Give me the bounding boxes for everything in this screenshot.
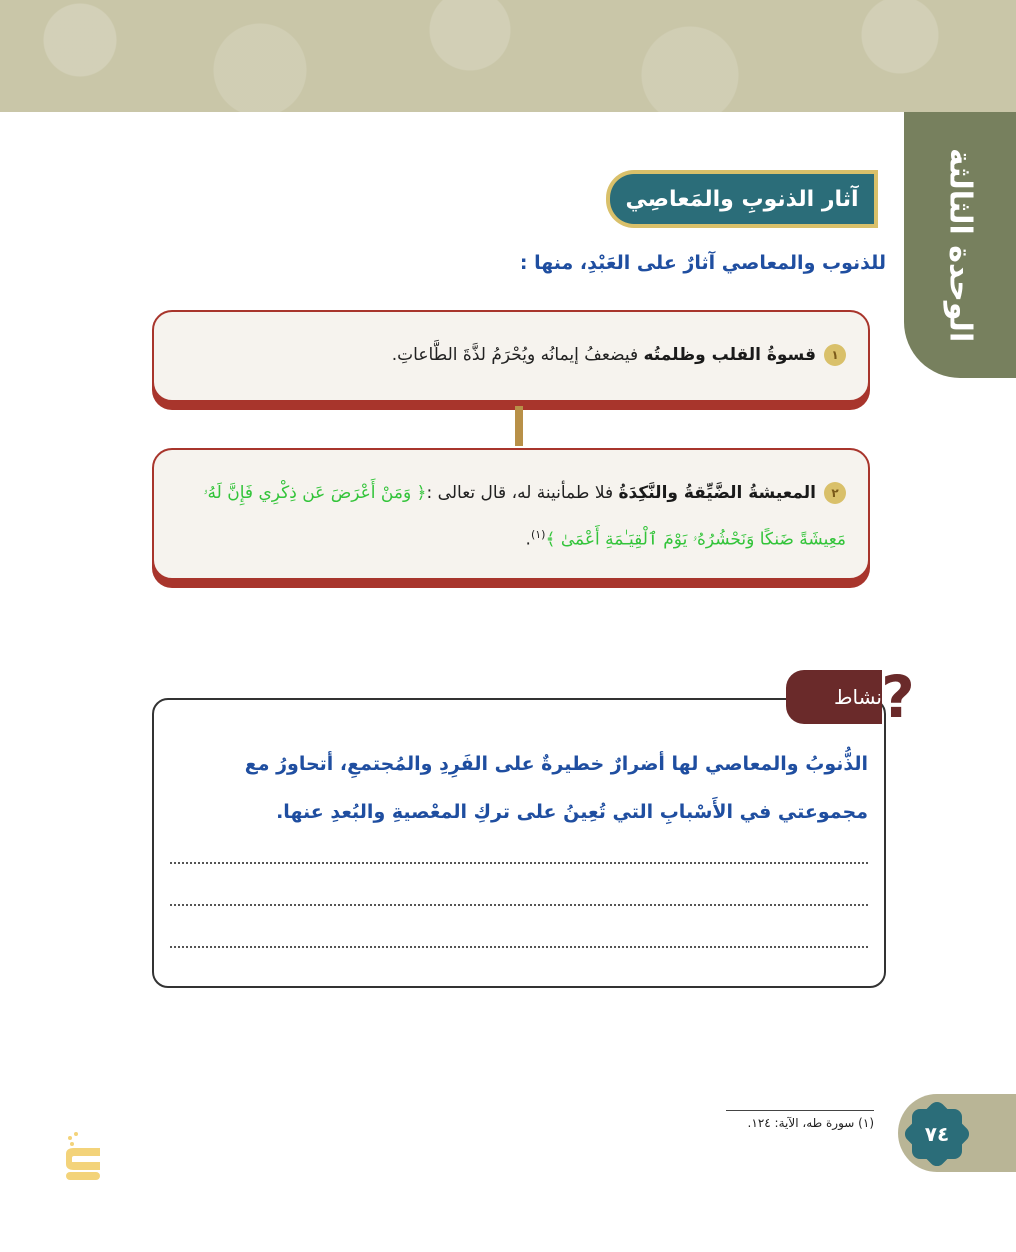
number-badge-icon: ١ — [824, 344, 846, 366]
effect-1-text: فيضعفُ إيمانُه ويُحْرَمُ لذَّةَ الطَّاعاتِ. — [391, 345, 644, 365]
card-connector — [515, 406, 523, 446]
footnote-divider — [726, 1110, 874, 1111]
section-intro: للذنوب والمعاصي آثارٌ على العَبْدِ، منها : — [519, 252, 886, 274]
question-mark-icon: ? — [881, 663, 915, 731]
answer-line-2[interactable] — [170, 904, 868, 906]
effect-1-title: قسوةُ القلب وظلمتُه — [643, 345, 816, 365]
activity-tag-label: نشاط — [834, 685, 882, 709]
publisher-logo-icon — [60, 1130, 106, 1182]
effect-card-1 — [152, 310, 870, 402]
number-badge-icon: ٢ — [824, 482, 846, 504]
unit-label: الوحدة الثالثة — [942, 147, 978, 343]
page-number: ٧٤ — [924, 1122, 950, 1146]
activity-text: الذُّنوبُ والمعاصي لها أضرارٌ خطيرةٌ على الفَرِدِ والمُجتمعِ، أتحاورُ مع مجموعتي في الأَسْبابِ التي تُعِينُ على تركِ المعْصيةِ والبُعدِ عنها. — [244, 753, 868, 823]
quran-verse: ﴿ وَمَنْ أَعْرَضَ عَن ذِكْرِي فَإِنَّ لَهُۥ مَعِيشَةً ضَنكًا وَنَحْشُرُهُۥ يَوْمَ ٱلْقِيَـٰمَةِ أَعْمَىٰ ﴾ — [203, 483, 846, 550]
answer-line-1[interactable] — [170, 862, 868, 864]
top-decorative-band — [0, 0, 1016, 112]
answer-line-3[interactable] — [170, 946, 868, 948]
effect-2-text: فلا طمأنينة له، قال تعالى : — [426, 483, 619, 503]
effect-2-end: . — [525, 529, 531, 550]
unit-side-tab — [904, 112, 1016, 378]
effect-2-title: المعيشةُ الضَّيِّقةُ والنَّكِدَةُ — [618, 483, 816, 503]
section-title-frame — [606, 170, 878, 228]
activity-box — [152, 698, 886, 988]
activity-tag — [786, 670, 882, 724]
section-title: آثار الذنوبِ والمَعاصِي — [610, 174, 874, 224]
footnote-ref: (١) — [530, 528, 546, 541]
footnote: (١) سورة طه، الآية: ١٢٤. — [747, 1116, 874, 1130]
effect-card-2 — [152, 448, 870, 580]
